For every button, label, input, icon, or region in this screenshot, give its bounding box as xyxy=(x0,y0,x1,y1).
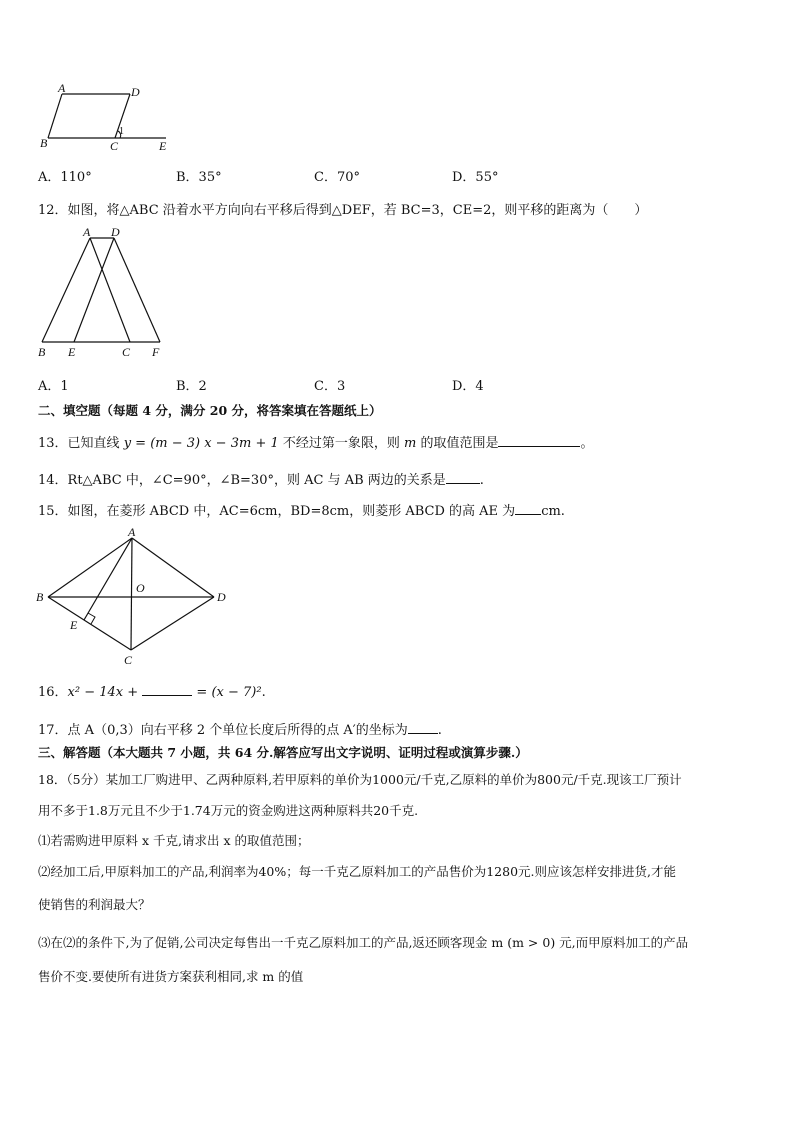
label-A: A xyxy=(58,82,66,95)
section-3-heading: 三、解答题（本大题共 7 小题，共 64 分.解答应写出文字说明、证明过程或演算步骤.） xyxy=(38,745,528,760)
q13-mid: 不经过第一象限，则 xyxy=(278,436,405,451)
label-E: E xyxy=(159,139,167,153)
q16-pre: 16． xyxy=(38,685,68,700)
q12-option-a: A．1 xyxy=(38,379,69,394)
q18-part-2-line-1: ⑵经加工后,甲原料加工的产品,利润率为40%；每一千克乙原料加工的产品售价为1280元.则应该怎样安排进货,才能 xyxy=(38,864,676,879)
q16-right: = (x − 7)² xyxy=(192,685,262,700)
parallelogram-figure xyxy=(38,82,178,154)
q12-option-c: C．3 xyxy=(314,379,346,394)
q13-post: 的取值范围是 xyxy=(416,436,499,451)
q11-option-c: C．70° xyxy=(314,170,360,185)
label-B: B xyxy=(38,345,46,359)
label-F: F xyxy=(152,345,160,359)
q17-text: 17．点 A（0,3）向右平移 2 个单位长度后所得的点 A′的坐标为 xyxy=(38,723,408,738)
rhombus-figure xyxy=(34,524,234,670)
q18-line-2: 用不多于1.8万元且不少于1.74万元的资金购进这两种原料共20千克. xyxy=(38,803,419,818)
q15-answer-blank[interactable] xyxy=(515,502,541,515)
q17-end: . xyxy=(437,723,442,738)
label-C: C xyxy=(110,139,119,153)
q16-end: . xyxy=(261,685,266,700)
label-B: B xyxy=(36,590,44,604)
q12-option-b: B．2 xyxy=(176,379,207,394)
translation-figure xyxy=(34,226,166,362)
q13-var: m xyxy=(404,436,417,451)
label-angle-1: 1 xyxy=(119,126,124,137)
q18-part-2-line-2: 使销售的利润最大？ xyxy=(38,897,151,912)
label-A: A xyxy=(83,226,91,239)
q15-text: 15．如图，在菱形 ABCD 中，AC=6cm，BD=8cm，则菱形 ABCD 的高 AE 为 xyxy=(38,504,516,519)
label-C: C xyxy=(124,653,133,667)
q13 xyxy=(38,432,594,451)
q18-part-1: ⑴若需购进甲原料 x 千克,请求出 x 的取值范围； xyxy=(38,833,310,848)
label-D: D xyxy=(111,226,120,239)
q16-left: x² − 14x + xyxy=(67,685,143,700)
q12-option-d: D．4 xyxy=(452,379,484,394)
q13-answer-blank[interactable] xyxy=(498,434,580,447)
q14-end: . xyxy=(479,473,484,488)
label-C: C xyxy=(122,345,131,359)
q14-answer-blank[interactable] xyxy=(446,471,480,484)
label-E: E xyxy=(68,345,76,359)
q16-answer-blank[interactable] xyxy=(142,683,192,696)
q13-end: 。 xyxy=(580,436,594,451)
q12-text: 12．如图，将△ABC 沿着水平方向向右平移后得到△DEF，若 BC=3，CE=2，则平移的距离为（ ） xyxy=(38,203,648,218)
q11-option-b: B．35° xyxy=(176,170,222,185)
q16 xyxy=(38,681,266,700)
label-O: O xyxy=(136,581,145,595)
label-A: A xyxy=(128,525,136,539)
q11-option-a: A．110° xyxy=(38,170,92,185)
label-D: D xyxy=(131,85,140,99)
q17 xyxy=(38,719,442,738)
label-B: B xyxy=(40,136,48,150)
q13-pre: 13．已知直线 xyxy=(38,436,124,451)
q18-part-3-line-1: ⑶在⑵的条件下,为了促销,公司决定每售出一千克乙原料加工的产品,返还顾客现金 m (m > 0) 元,而甲原料加工的产品 xyxy=(38,935,689,950)
label-D: D xyxy=(217,590,226,604)
q18-part-3-line-2: 售价不变.要使所有进货方案获利相同,求 m 的值 xyxy=(38,969,304,984)
label-E: E xyxy=(70,618,78,632)
q11-option-d: D．55° xyxy=(452,170,499,185)
q15-end: cm. xyxy=(541,504,565,519)
q14-text: 14．Rt△ABC 中，∠C=90°，∠B=30°，则 AC 与 AB 两边的关系是 xyxy=(38,473,446,488)
q18-line-1: 18．（5分）某加工厂购进甲、乙两种原料,若甲原料的单价为1000元/千克,乙原料的单价为800元/千克.现该工厂预计 xyxy=(38,772,682,787)
q15 xyxy=(38,500,565,519)
q13-formula: y = (m − 3) x − 3m + 1 xyxy=(123,436,279,451)
section-2-heading: 二、填空题（每题 4 分，满分 20 分，将答案填在答题纸上） xyxy=(38,403,382,418)
q17-answer-blank[interactable] xyxy=(408,721,438,734)
q14 xyxy=(38,469,484,488)
